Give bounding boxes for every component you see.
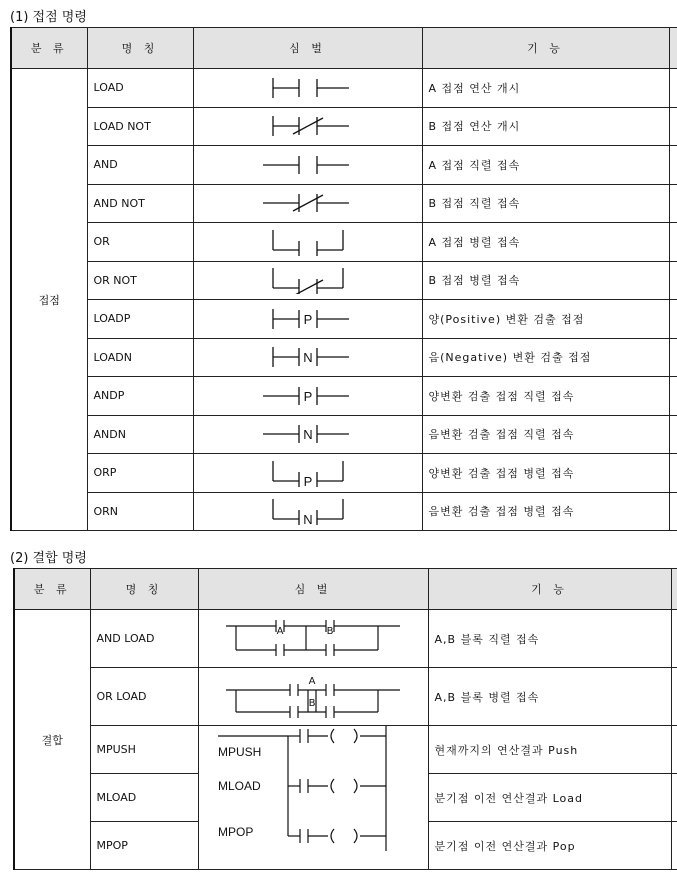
instruction-name: LOADP xyxy=(87,300,193,339)
mpush-mload-mpop-symbol-cell xyxy=(198,726,428,870)
svg-text:P: P xyxy=(303,311,312,327)
row-stub xyxy=(669,377,677,416)
section2-title: (2) 결합 명령 xyxy=(10,551,87,566)
nc-parallel-contact-icon xyxy=(253,266,363,294)
row-stub xyxy=(669,261,677,300)
row-stub xyxy=(669,146,677,185)
function-text: B 접점 연산 개시 xyxy=(422,107,669,146)
mpop-label: MPOP xyxy=(218,825,254,839)
contact-instruction-table xyxy=(10,27,677,531)
svg-text:N: N xyxy=(302,350,313,366)
table-row xyxy=(14,726,677,774)
row-stub xyxy=(671,774,677,822)
symbol-cell xyxy=(193,338,422,377)
symbol-cell xyxy=(198,610,428,668)
table-row xyxy=(11,69,677,108)
p-series-contact-icon xyxy=(253,382,363,410)
function-text: A,B 블록 직렬 접속 xyxy=(428,610,671,668)
table-header-row xyxy=(11,28,677,69)
symbol-cell xyxy=(193,415,422,454)
table-row xyxy=(14,610,677,668)
instruction-name: ANDN xyxy=(87,415,193,454)
symbol-cell xyxy=(193,184,422,223)
block-a-label: A xyxy=(276,625,284,637)
table-row xyxy=(11,492,677,531)
function-text: 음(Negative) 변환 검출 접점 xyxy=(422,338,669,377)
block-b-label: B xyxy=(308,697,316,709)
table-row xyxy=(11,415,677,454)
block-b-label: B xyxy=(326,625,334,637)
svg-text:P: P xyxy=(303,388,312,404)
table-row xyxy=(11,338,677,377)
instruction-name: OR LOAD xyxy=(90,668,198,726)
symbol-cell xyxy=(193,146,422,185)
or-load-symbol xyxy=(218,674,408,720)
header-function: 기 능 xyxy=(428,569,671,610)
symbol-cell xyxy=(193,107,422,146)
n-parallel-contact-icon xyxy=(253,497,363,525)
function-text: 분기점 이전 연산결과 Load xyxy=(428,774,671,822)
header-symbol: 심 벌 xyxy=(193,28,422,69)
section1-title: (1) 접점 명령 xyxy=(10,10,87,25)
table-row xyxy=(11,184,677,223)
header-category: 분 류 xyxy=(14,569,90,610)
instruction-name: MPOP xyxy=(90,822,198,870)
row-stub xyxy=(669,184,677,223)
instruction-name: AND NOT xyxy=(87,184,193,223)
row-stub xyxy=(669,223,677,262)
instruction-name: MLOAD xyxy=(90,774,198,822)
instruction-name: MPUSH xyxy=(90,726,198,774)
block-a-label: A xyxy=(308,675,316,687)
no-series-contact-icon xyxy=(253,151,363,179)
function-text: B 접점 직렬 접속 xyxy=(422,184,669,223)
mpush-mload-mpop-symbol xyxy=(208,726,418,866)
header-name: 명 칭 xyxy=(90,569,198,610)
header-stub xyxy=(669,28,677,69)
table-row xyxy=(14,668,677,726)
function-text: 양변환 검출 접점 직렬 접속 xyxy=(422,377,669,416)
nc-start-contact-icon xyxy=(253,112,363,140)
function-text: 양(Positive) 변환 검출 접점 xyxy=(422,300,669,339)
function-text: A 접점 직렬 접속 xyxy=(422,146,669,185)
function-text: 양변환 검출 접점 병렬 접속 xyxy=(422,454,669,493)
function-text: 음변환 검출 접점 직렬 접속 xyxy=(422,415,669,454)
row-stub xyxy=(669,107,677,146)
row-stub xyxy=(671,726,677,774)
table-row xyxy=(11,261,677,300)
row-stub xyxy=(669,338,677,377)
row-stub xyxy=(669,300,677,339)
header-stub xyxy=(671,569,677,610)
instruction-name: OR xyxy=(87,223,193,262)
table-row xyxy=(11,300,677,339)
table-row xyxy=(11,223,677,262)
p-start-contact-icon xyxy=(253,305,363,333)
instruction-name: AND xyxy=(87,146,193,185)
header-symbol: 심 벌 xyxy=(198,569,428,610)
instruction-name: LOAD NOT xyxy=(87,107,193,146)
instruction-name: LOADN xyxy=(87,338,193,377)
symbol-cell xyxy=(193,377,422,416)
table-row xyxy=(11,454,677,493)
n-series-contact-icon xyxy=(253,420,363,448)
no-start-contact-icon xyxy=(253,74,363,102)
function-text: A,B 블록 병렬 접속 xyxy=(428,668,671,726)
combine-instruction-table xyxy=(13,568,677,870)
row-stub xyxy=(671,610,677,668)
svg-text:N: N xyxy=(302,427,313,443)
symbol-cell xyxy=(193,223,422,262)
symbol-cell xyxy=(193,261,422,300)
table-row xyxy=(11,146,677,185)
nc-series-contact-icon xyxy=(253,189,363,217)
header-name: 명 칭 xyxy=(87,28,193,69)
p-parallel-contact-icon xyxy=(253,459,363,487)
instruction-name: ANDP xyxy=(87,377,193,416)
svg-text:P: P xyxy=(303,473,312,487)
row-stub xyxy=(669,415,677,454)
category-cell: 결합 xyxy=(14,610,90,870)
function-text: B 접점 병렬 접속 xyxy=(422,261,669,300)
row-stub xyxy=(669,492,677,531)
instruction-name: OR NOT xyxy=(87,261,193,300)
mload-label: MLOAD xyxy=(218,779,261,793)
row-stub xyxy=(671,822,677,870)
table-header-row xyxy=(14,569,677,610)
header-function: 기 능 xyxy=(422,28,669,69)
function-text: A 접점 연산 개시 xyxy=(422,69,669,108)
table-row xyxy=(11,377,677,416)
table-row xyxy=(11,107,677,146)
and-load-symbol xyxy=(218,616,408,662)
row-stub xyxy=(669,69,677,108)
row-stub xyxy=(669,454,677,493)
mpush-label: MPUSH xyxy=(218,745,262,759)
symbol-cell xyxy=(198,668,428,726)
function-text: A 접점 병렬 접속 xyxy=(422,223,669,262)
symbol-cell xyxy=(193,492,422,531)
instruction-name: AND LOAD xyxy=(90,610,198,668)
function-text: 음변환 검출 접점 병렬 접속 xyxy=(422,492,669,531)
instruction-name: LOAD xyxy=(87,69,193,108)
n-start-contact-icon xyxy=(253,343,363,371)
header-category: 분 류 xyxy=(11,28,87,69)
instruction-name: ORN xyxy=(87,492,193,531)
function-text: 분기점 이전 연산결과 Pop xyxy=(428,822,671,870)
svg-text:N: N xyxy=(302,512,313,526)
function-text: 현재까지의 연산결과 Push xyxy=(428,726,671,774)
row-stub xyxy=(671,668,677,726)
symbol-cell xyxy=(193,300,422,339)
category-cell: 접점 xyxy=(11,69,87,531)
instruction-name: ORP xyxy=(87,454,193,493)
symbol-cell xyxy=(193,454,422,493)
no-parallel-contact-icon xyxy=(253,228,363,256)
symbol-cell xyxy=(193,69,422,108)
